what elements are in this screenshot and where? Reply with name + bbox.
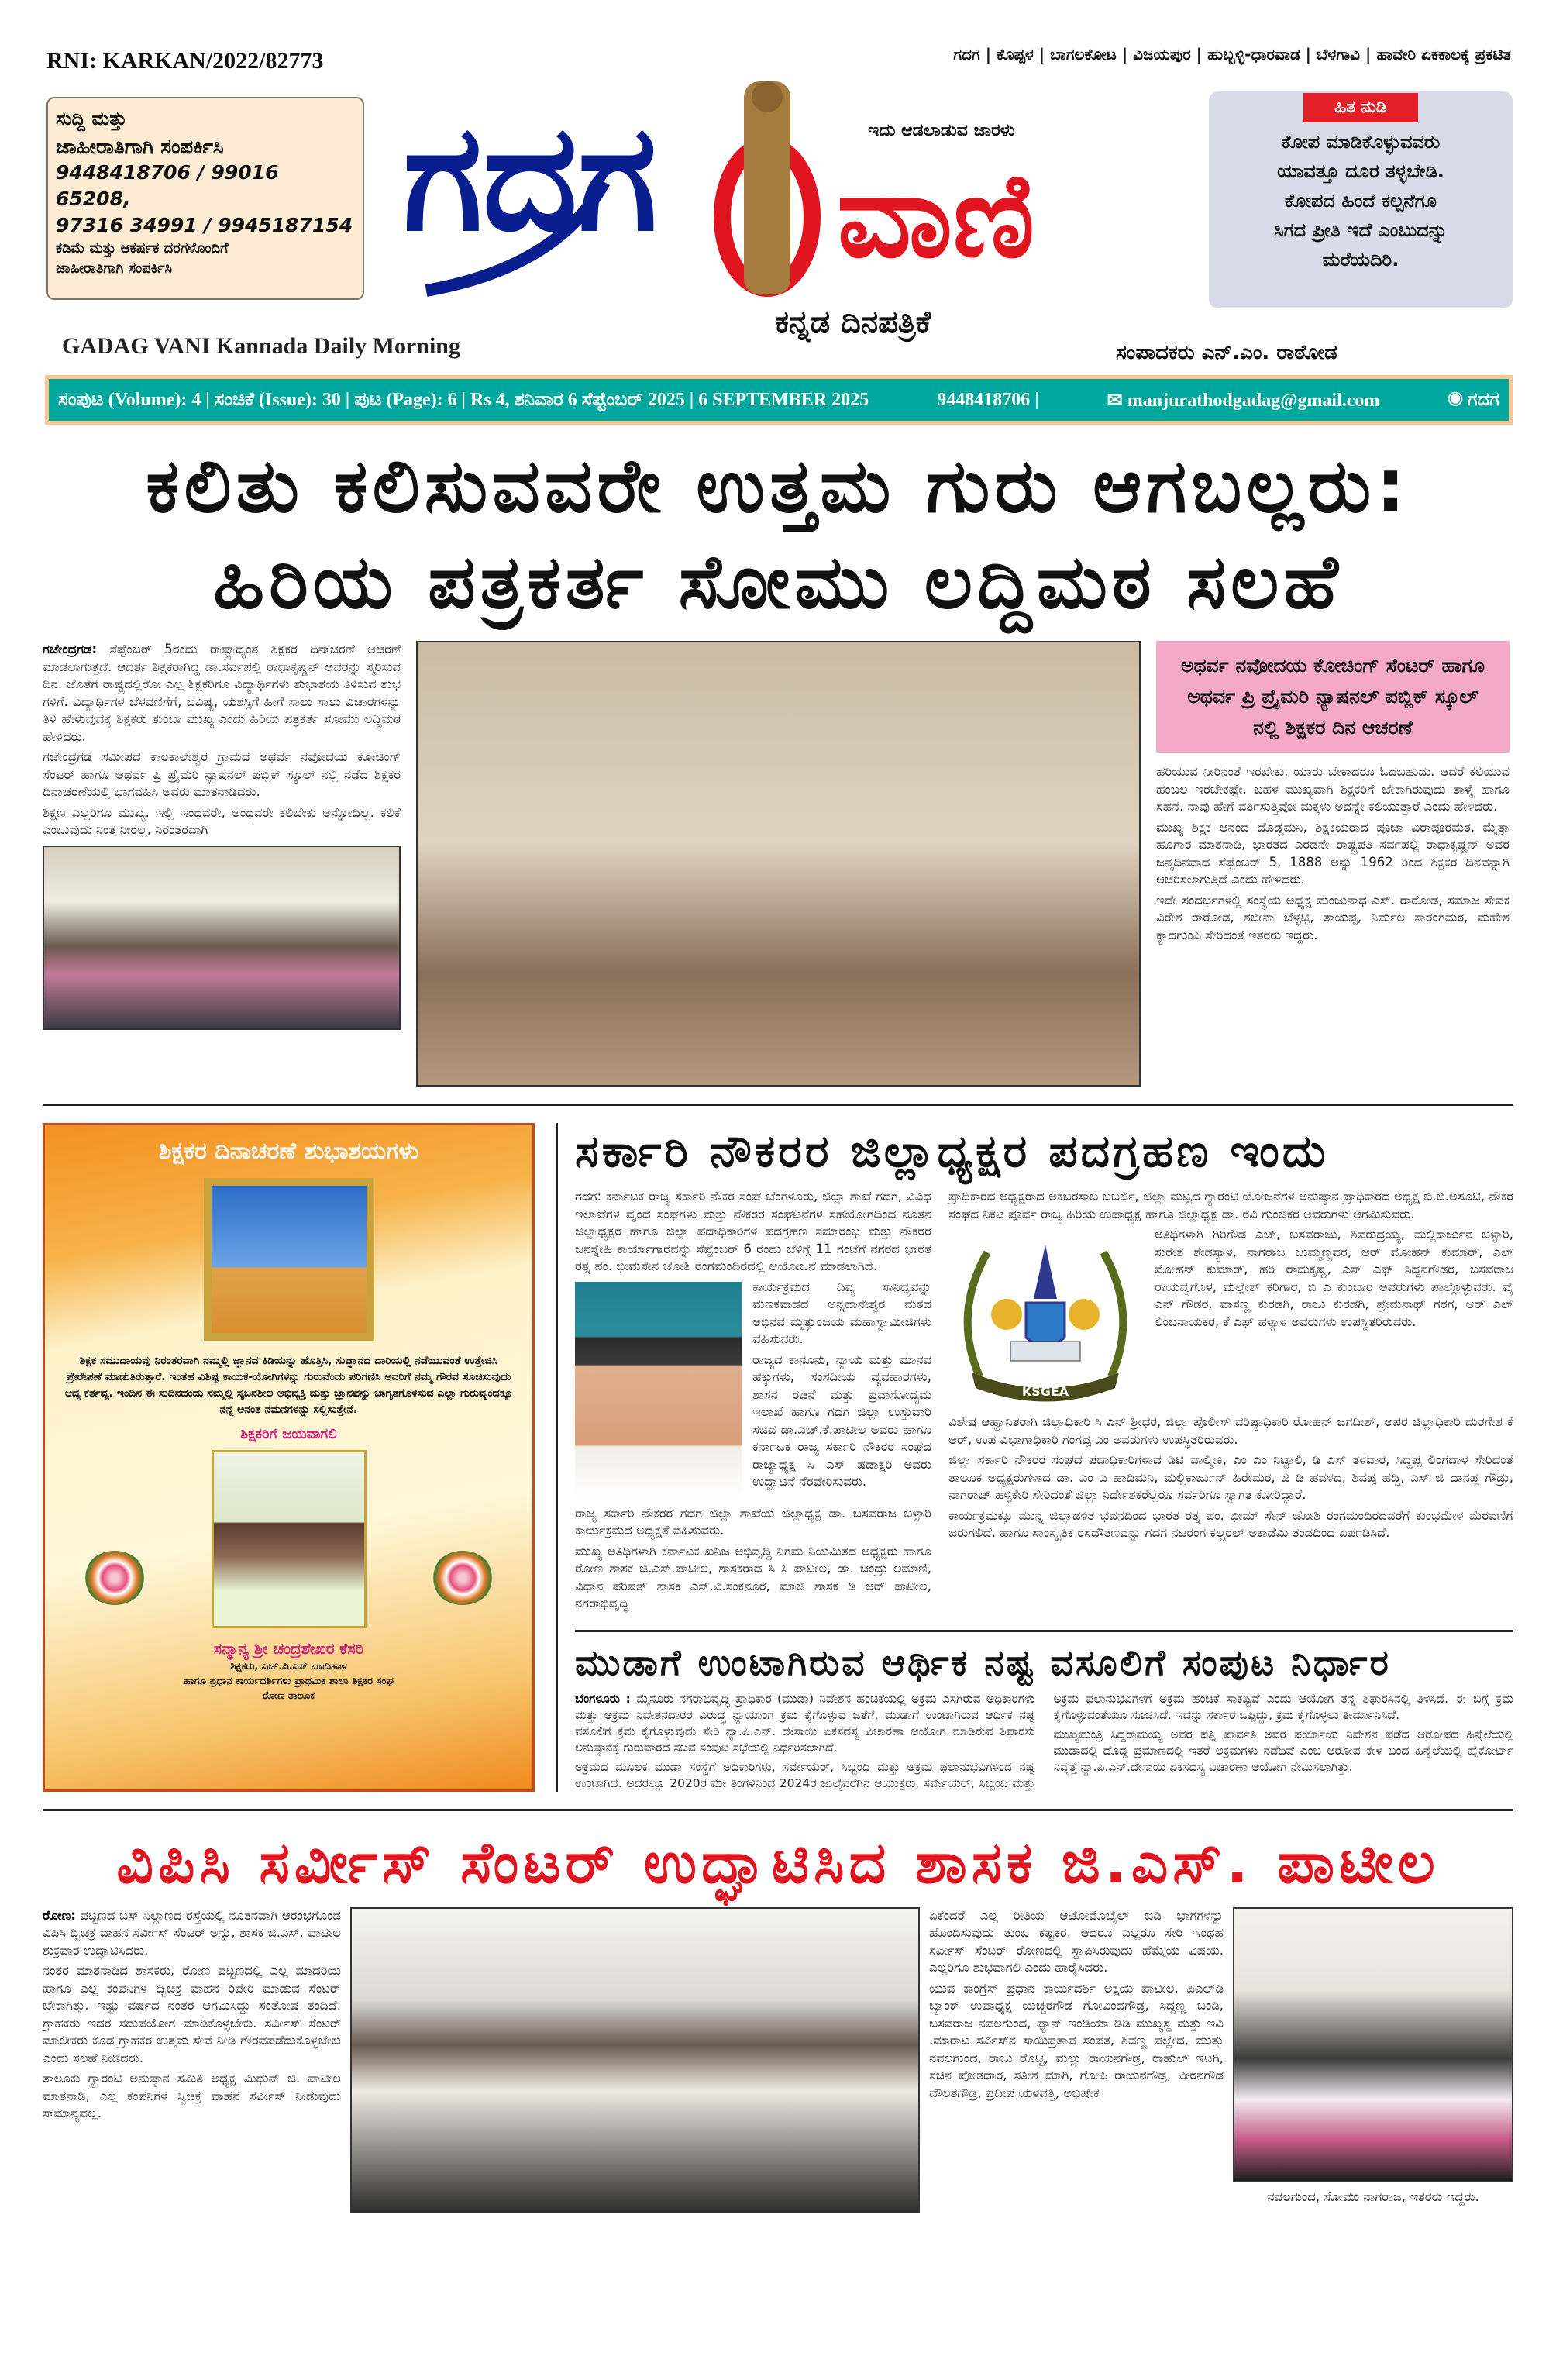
location: ಗದಗ — [1467, 389, 1499, 410]
paragraph: ರಾಜ್ಯ ಸರ್ಕಾರಿ ನೌಕರರ ಗದಗ ಜಿಲ್ಲಾ ಶಾಖೆಯ ಜಿಲ್ಲಾಧ್ಯಕ್ಷ ಡಾ. ಬಸವರಾಜ ಬಳ್ಳಾರಿ ಕಾರ್ಯಕ್ರಮದ ಅಧ್ಯಕ್ಷತೆ ವಹಿಸುವರು. — [575, 1505, 931, 1538]
designation-line: ರೋಣ ತಾಲೂಕ — [262, 1690, 315, 1702]
ad-person-name: ಸನ್ಮಾನ್ಯ ಶ್ರೀ ಚಂದ್ರಶೇಖರ ಕೆಸರಿ — [213, 1639, 364, 1658]
paragraph: ಕಾರ್ಯಕ್ರಮಕ್ಕೂ ಮುನ್ನ ಜಿಲ್ಲಾಡಳಿತ ಭವನದಿಂದ ಭಾರತ ರತ್ನ ಪಂ. ಭೀಮ್ ಸೇನ್ ಜೋಶಿ ರಂಗಮಂದಿರದವರೆಗೆ ಕುಂಭಮೇಳ ಮೆರವಣಿಗೆ ಜರುಗಲಿದೆ. ಹಾಗೂ ಸಾಂಸ್ಕೃತಿಕ ರಸದೌತಣವನ್ನು ಗದಗ ನಟರಂಗ ಕಲ್ಚರಲ್ ಅಕಾಡೆಮಿ ತಂಡದಿಂದ ಏರ್ಪಡಿಸಿದೆ. — [948, 1507, 1513, 1540]
logo-word-gadag: ಗದಗ — [403, 92, 658, 263]
sidebar-headline: ಅಥರ್ವ ನವೋದಯ ಕೋಚಿಂಗ್ ಸೆಂಟರ್ ಹಾಗೂ ಅಥರ್ವ ಪ್ರಿ ಪ್ರೈಮರಿ ನ್ಯಾಷನಲ್ ಪಬ್ಲಿಕ್ ಸ್ಕೂಲ್ ನಲ್ಲಿ ಶಿಕ್ಷಕರ ದಿನ ಆಚರಣೆ — [1181, 654, 1485, 739]
rni-number: RNI: KARKAN/2022/82773 — [46, 48, 324, 74]
paragraph: ವಿಶೇಷ ಆಹ್ವಾನಿತರಾಗಿ ಜಿಲ್ಲಾಧಿಕಾರಿ ಸಿ ಎನ್ ಶ್ರೀಧರ, ಜಿಲ್ಲಾ ಪೊಲೀಸ್ ವರಿಷ್ಠಾಧಿಕಾರಿ ರೋಹನ್ ಜಗದೀಶ್, ಅಪರ ಜಿಲ್ಲಾಧಿಕಾರಿ ದುರಗೇಶ ಕೆ ಆರ್, ಉಪ ವಿಭಾಗಾಧಿಕಾರಿ ಗಂಗಪ್ಪ ಎಂ ಅವರುಗಳು ಉಪಸ್ಥಿತರಿರುವರು. — [948, 1414, 1513, 1447]
classroom-photo — [43, 846, 401, 1030]
teachers-day-ad — [43, 1123, 535, 1792]
logo-graphic — [403, 74, 1186, 298]
paragraph: ಸೆಪ್ಟೆಂಬರ್ 5ರಂದು ರಾಷ್ಟ್ರಾದ್ಯಂತ ಶಿಕ್ಷಕರ ದಿನಾಚರಣೆ ಆಚರಣೆ ಮಾಡಲಾಗುತ್ತದೆ. ಆದರ್ಶ ಶಿಕ್ಷಕರಾಗಿದ್ದ ಡಾ.ಸರ್ವಪಲ್ಲಿ ರಾಧಾಕೃಷ್ಣನ್ ಅವರನ್ನು ಸ್ಮರಿಸುವ ದಿನ. ಜೊತೆಗೆ ರಾಷ್ಟ್ರದಲ್ಲಿರೋ ಎಲ್ಲ ಶಿಕ್ಷಕರಿಗೂ ವಿದ್ಯಾರ್ಥಿಗಳು ಶುಭಾಶಯ ತಿಳಿಸುವ ಶುಭ ಗಳಿಗೆ. ವಿದ್ಯಾರ್ಥಿಗಳ ಬೆಳವಣಿಗೆಗೆ, ಭವಿಷ್ಯ, ಯಶಸ್ಸಿಗೆ ಹೀಗೆ ಸಾಲು ಸಾಲು ವಿಚಾರಗಳನ್ನು ತಿಳಿ ಹೇಳುವುದಕ್ಕೆ ಶಿಕ್ಷಕರು ತುಂಬಾ ಮುಖ್ಯ ಎಂದು ಹಿರಿಯ ಪತ್ರಕರ್ತ ಸೋಮು ಲದ್ದಿಮಠ ಹೇಳಿದರು. — [43, 642, 401, 744]
ksgea-logo — [948, 1229, 1142, 1407]
ad-phones: 97316 34991 / 9945187154 — [56, 214, 353, 236]
hita-line: ಯಾವತ್ತೂ ದೂರ ತಳ್ಳಬೇಡಿ. — [1277, 160, 1444, 182]
paragraph: ಕಾರ್ಯಕ್ರಮದ ದಿವ್ಯ ಸಾನಿಧ್ಯವನ್ನು ಮಣಕವಾಡದ ಅನ್ನದಾನೇಶ್ವರ ಮಠದ ಅಭಿನವ ಮೃತ್ಯುಂಜಯ ಮಹಾಸ್ವಾಮೀಜಿಗಳು ವಹಿಸುವರು. — [752, 1279, 931, 1346]
paragraph: ಏಕೆಂದರೆ ಎಲ್ಲ ರೀತಿಯ ಆಟೋಮೊಬೈಲ್ ಬಿಡಿ ಭಾಗಗಳನ್ನು ಹೊಂದಿಸುವುದು ತುಂಬ ಕಷ್ಟಕರ. ಆದರೂ ಎಲ್ಲರೂ ಸೇರಿ ಇಂಥಹ ಸರ್ವೀಸ್ ಸೆಂಟರ್ ರೋಣದಲ್ಲಿ ಸ್ಥಾಪಿಸಿರುವುದು ಹೆಮ್ಮೆಯ ವಿಷಯ. ಎಲ್ಲರಿಗೂ ಶುಭವಾಗಲಿ ಎಂದು ಹಾರೈಸಿದರು. — [929, 1907, 1224, 1975]
ksgea-col1 — [575, 1188, 931, 1616]
designation-line: ಹಾಗೂ ಪ್ರಧಾನ ಕಾರ್ಯದರ್ಶಿಗಳು ಪ್ರಾಥಮಿಕ ಶಾಲಾ ಶಿಕ್ಷಕರ ಸಂಘ — [184, 1676, 394, 1687]
paragraph: ಜಿಲ್ಲಾ ಸರ್ಕಾರಿ ನೌಕರರ ಸಂಘದ ಪದಾಧಿಕಾರಿಗಳಾದ ಡಿಟಿ ವಾಲ್ಮೀಕಿ, ಎಂ ಎಂ ನಿಟ್ಟಾಲಿ, ಡಿ ಎಸ್ ತಳವಾರ, ಸಿದ್ದಪ್ಪ ಲಿಂಗದಾಳ ಸೇರಿದಂತೆ ತಾಲೂಕ ಅಧ್ಯಕ್ಷರುಗಳಾದ ಡಾ. ಎಂ ಎ ಹಾದಿಮನಿ, ಮಲ್ಲಿಕಾರ್ಜುನ್ ಹಿರೇಮಠ, ಜಿ ಡಿ ಹವಳದ, ಶಿವಪ್ಪ ಹದ್ದಿ, ಎಸ್ ಜಿ ದಾನಪ್ಪ ಗೌಡ್ರು, ನಾಗರಾಜ್ ಹಳ್ಳಿಕೇರಿ ಸೇರಿದಂತೆ ಜಿಲ್ಲಾ ನಿರ್ದೇಶಕರೆಲ್ಲರೂ ಸರ್ವರಿಗೂ ಸ್ವಾಗತ ಕೋರಿದ್ದಾರೆ. — [948, 1452, 1513, 1502]
ksgea-col2 — [948, 1188, 1513, 1616]
paragraph: ಹರಿಯುವ ನೀರಿನಂತೆ ಇರಬೇಕು. ಯಾರು ಬೇಕಾದರೂ ಓದಬಹುದು. ಆದರೆ ಕಲಿಯುವ ಹಂಬಲ ಇರಬೇಕಷ್ಟೇ. ಬಹಳ ಮುಖ್ಯವಾಗಿ ಶಿಕ್ಷಕರಿಗೆ ಬೇಕಾಗಿರುವುದು ತಾಳ್ಮೆ ಹಾಗೂ ಸಹನೆ. ನಾವು ಹೇಗೆ ವರ್ತಿಸುತ್ತಿವೋ ಮಕ್ಕಳು ಅದನ್ನೇ ಕಲಿಯುತ್ತಾರೆ ಎಂದು ಹೇಳಿದರು. — [1156, 764, 1510, 814]
ad-title: ಶಿಕ್ಷಕರ ದಿನಾಚರಣೆ ಶುಭಾಶಯಗಳು — [158, 1138, 419, 1165]
radhakrishnan-portrait — [204, 1178, 374, 1341]
paragraph: ಮೈಸೂರು ನಗರಾಭಿವೃದ್ಧಿ ಪ್ರಾಧಿಕಾರ (ಮುಡಾ) ನಿವೇಶನ ಹಂಚಿಕೆಯಲ್ಲಿ ಅಕ್ರಮ ಎಸಗಿರುವ ಅಧಿಕಾರಿಗಳು ಮತ್ತು ಅಕ್ರಮ ನಿವೇಶನದಾರರ ವಿರುದ್ಧ ನ್ಯಾಯಾಂಗ ಕ್ರಮ ಕೈಗೊಳ್ಳುವ ಜತೆಗೆ, ಮುಡಾಗೆ ಉಂಟಾಗಿರುವ ಆರ್ಥಿಕ ನಷ್ಟ ವಸೂಲಿಗೆ ಕ್ರಮ ಕೈಗೊಳ್ಳುವುದು ಸೇರಿ ನ್ಯಾ.ಪಿ.ಎನ್. ದೇಸಾಯಿ ಏಕಸದಸ್ಯ ವಿಚಾರಣಾ ಆಯೋಗ ಮಾಡಿರುವ ಶಿಫಾರಸು ಅನುಷ್ಠಾನಕ್ಕೆ ಗುರುವಾರದ ಸಚಿವ ಸಂಪುಟ ಸಭೆಯಲ್ಲಿ ನಿರ್ಧರಿಸಲಾಗಿದೆ. — [575, 1691, 1035, 1755]
paragraph: ಗಜೇಂದ್ರಗಡ ಸಮೀಪದ ಕಾಲಕಾಲೇಶ್ವರ ಗ್ರಾಮದ ಅಥರ್ವ ನವೋದಯ ಕೋಚಿಂಗ್ ಸೆಂಟರ್ ಹಾಗೂ ಅಥರ್ವ ಪ್ರಿ ಪ್ರೈಮರಿ ನ್ಯಾಷನಲ್ ಪಬ್ಲಿಕ್ ಸ್ಕೂಲ್ ನಲ್ಲಿ ನಡೆದ ಶಿಕ್ಷಕರ ದಿನಾಚರಣೆಯಲ್ಲಿ ಭಾಗವಹಿಸಿ ಅವರು ಮಾತನಾಡಿದರು. — [43, 749, 401, 799]
divider — [43, 1104, 1513, 1106]
muda-headline: ಮುಡಾಗೆ ಉಂಟಾಗಿರುವ ಆರ್ಥಿಕ ನಷ್ಟ ವಸೂಲಿಗೆ ಸಂಪುಟ ನಿರ್ಧಾರ — [575, 1641, 1391, 1683]
paragraph: ಗದಗ: ಕರ್ನಾಟಕ ರಾಜ್ಯ ಸರ್ಕಾರಿ ನೌಕರ ಸಂಘ ಬೆಂಗಳೂರು, ಜಿಲ್ಲಾ ಶಾಖೆ ಗದಗ, ವಿವಿಧ ಇಲಾಖೆಗಳ ವೃಂದ ಸಂಘಗಳು ಮತ್ತು ನೌಕರರ ಸಂಘಟನೆಗಳ ಸಹಯೋಗದಿಂದ ನೂತನ ಜಿಲ್ಲಾಧ್ಯಕ್ಷರ ಹಾಗೂ ಜಿಲ್ಲಾ ಪದಾಧಿಕಾರಿಗಳ ಪದಗ್ರಹಣ ಸಮಾರಂಭ ಮತ್ತು ನೌಕರರ ಜನಸ್ನೇಹಿ ಕಾರ್ಯಾಗಾರವನ್ನು ಸೆಪ್ಟೆಂಬರ್ 6 ರಂದು ಬೆಳಿಗ್ಗೆ 11 ಗಂಟೆಗೆ ನಗರದ ಭಾರತ ರತ್ನ ಪಂ. ಭೀಮಸೇನ ಜೋಶಿ ರಂಗಮಂದಿರದಲ್ಲಿ ಆಯೋಜನೆ ಮಾಡಲಾಗಿದೆ. — [575, 1189, 931, 1273]
photo-caption: ನವಲಗುಂದ, ಸೋಮು ನಾಗರಾಜ, ಇತರರು ಇದ್ದರು. — [1267, 2189, 1479, 2204]
issue-info: ಸಂಪುಟ (Volume): 4 | ಸಂಚಿಕೆ (Issue): 30 | ಪುಟ (Page): 6 | Rs 4, ಶನಿವಾರ 6 ಸೆಪ್ಟೆಂಬರ್ 2025 | 6 SEPTEMBER 2025 — [58, 389, 869, 410]
ad-slogan: ಶಿಕ್ಷಕರಿಗೆ ಜಯವಾಗಲಿ — [240, 1426, 337, 1442]
ad-line: ಸುದ್ದಿ ಮತ್ತು — [56, 108, 127, 129]
mail-icon: ✉ — [1107, 390, 1127, 411]
column-divider — [556, 1123, 1513, 1792]
hita-line: ಮರೆಯದಿರಿ. — [1322, 249, 1399, 270]
designation-line: ಶಿಕ್ಷಕರು, ಎಚ್.ಪಿ.ಎಸ್ ಬೂದಿಹಾಳ — [230, 1661, 347, 1672]
ad-phones: 9448418706 / 99016 65208, — [56, 161, 279, 210]
ksgea-headline: ಸರ್ಕಾರಿ ನೌಕರರ ಜಿಲ್ಲಾಧ್ಯಕ್ಷರ ಪದಗ್ರಹಣ ಇಂದು — [575, 1125, 1329, 1177]
paragraph: ಶಿಕ್ಷಣ ಎಲ್ಲರಿಗೂ ಮುಖ್ಯ. ಇಲ್ಲಿ ಇಂಥವರೇ, ಅಂಥವರೇ ಕಲಿಬೇಕು ಅನ್ನೋದಿಲ್ಲ. ಕಲಿಕೆ ಎಂಬುವುದು ನಿಂತ ನೀರಲ್ಲ, ನಿರಂತರವಾಗಿ — [43, 804, 401, 837]
email-link[interactable]: manjurathodgadag@gmail.com — [1127, 390, 1380, 411]
ad-designation — [60, 1659, 517, 1703]
paragraph: ರಾಜ್ಯದ ಕಾನೂನು, ನ್ಯಾಯ ಮತ್ತು ಮಾನವ ಹಕ್ಕುಗಳು, ಸಂಸದೀಯ ವ್ಯವಹಾರಗಳು, ಶಾಸನ ರಚನೆ ಮತ್ತು ಪ್ರವಾಸೋದ್ಯಮ ಇಲಾಖೆ ಹಾಗೂ ಗದಗ ಜಿಲ್ಲಾ ಉಸ್ತುವಾರಿ ಸಚಿವ ಡಾ.ಎಚ್.ಕೆ.ಪಾಟೀಲ ಅವರು ಹಾಗೂ ಕರ್ನಾಟಕ ರಾಜ್ಯ ಸರ್ಕಾರಿ ನೌಕರರ ಸಂಘದ ರಾಜ್ಯಾಧ್ಯಕ್ಷ ಸಿ ಎಸ್ ಷಡಾಕ್ಷರಿ ಅವರು ಉದ್ಘಾಟನೆ ನೆರವೇರಿಸುವರು. — [752, 1352, 931, 1489]
logo-word-vani: ವಾಣಿ — [837, 149, 1035, 284]
paragraph: ಮುಖ್ಯ ಅತಿಥಿಗಳಾಗಿ ಕರ್ನಾಟಕ ಖನಿಜ ಅಭಿವೃದ್ಧಿ ನಿಗಮ ನಿಯಮಿತದ ಅಧ್ಯಕ್ಷರು ಹಾಗೂ ರೋಣ ಶಾಸಕ ಜಿ.ಎಸ್.ಪಾಟೀಲ, ಶಾಸಕರಾದ ಸಿ ಸಿ ಪಾಟೀಲ, ಡಾ. ಚಂದ್ರು ಲಮಾಣಿ, ವಿಧಾನ ಪರಿಷತ್ ಶಾಸಕ ಎಸ್.ವಿ.ಸಂಕನೂರ, ಮಾಜಿ ಶಾಸಕ ಡಿ ಆರ್ ಪಾಟೀಲ, ನಗರಾಭಿವೃದ್ಧಿ — [575, 1543, 931, 1610]
english-name: GADAG VANI Kannada Daily Morning — [62, 333, 460, 359]
ksgea-logo-text: KSGEA — [1021, 1384, 1069, 1399]
info-bar — [45, 375, 1513, 425]
ad-line: ಕಡಿಮೆ ಮತ್ತು ಆಕರ್ಷಕ ದರಗಳೊಂದಿಗೆ — [56, 240, 229, 257]
hita-nudi-label: ಹಿತ ನುಡಿ — [1303, 93, 1418, 122]
vpc-col4 — [1233, 1907, 1513, 2206]
hita-line: ಕೋಪದ ಹಿಂದೆ ಕಲ್ಪನೆಗೂ — [1285, 190, 1437, 212]
vpc-col1 — [43, 1907, 341, 2126]
flower-bouquet-icon — [84, 1551, 146, 1605]
location-icon: ◉ — [1448, 389, 1468, 410]
ad-message: ಶಿಕ್ಷಕ ಸಮುದಾಯವು ನಿರಂತರವಾಗಿ ನಮ್ಮಲ್ಲಿ ಜ್ಞಾನದ ಕಿಡಿಯನ್ನು ಹೊತ್ತಿಸಿ, ಸುಜ್ಞಾನದ ದಾರಿಯಲ್ಲಿ ನಡೆಯುವಂತೆ ಉತ್ತೇಜಿಸಿ ಪ್ರೇರೇಪಣೆ ಮಾಡುತಿರುತ್ತಾರೆ. ಇಂತಹ ವಿಶಿಷ್ಟ ಕಾಯಕ-ಯೋಗಿಗಳನ್ನು ಗುರುವೆಂದು ಪರಿಗಣಿಸಿ ಅವರಿಗೆ ನಮ್ಮ ಗೌರವ ಸೂಚಿಸುವುದು ಆದ್ಯ ಕರ್ತವ್ಯ. ಇಂದಿನ ಈ ಸುದಿನದಂದು ನಮ್ಮಲ್ಲಿ ಸೃಜನಶೀಲ ಅಭಿವ್ಯಕ್ತಿ ಮತ್ತು ಜ್ಞಾನವನ್ನು ಜಾಗೃತಗೊಳಿಸುವ ಎಲ್ಲಾ ಗುರುವೃಂದಕ್ಕೂ ನನ್ನ ಅನಂತ ನಮನಗಳನ್ನು ಸಲ್ಲಿಸುತ್ತೇನೆ. — [64, 1355, 513, 1416]
vpc-story — [43, 1907, 1513, 2213]
lead-headline — [43, 438, 1513, 630]
official-portrait — [575, 1282, 742, 1499]
kannada-daily-label: ಕನ್ನಡ ದಿನಪತ್ರಿಕೆ — [775, 305, 931, 340]
lead-headline-line2: ಹಿರಿಯ ಪತ್ರಕರ್ತ ಸೋಮು ಲದ್ದಿಮಠ ಸಲಹೆ — [213, 539, 1343, 625]
edition-regions: ಗದಗ | ಕೊಪ್ಪಳ | ಬಾಗಲಕೋಟ | ವಿಜಯಪುರ | ಹುಬ್ಬಳ್ಳಿ-ಧಾರವಾಡ | ಬೆಳಗಾವಿ | ಹಾವೇರಿ ಏಕಕಾಲಕ್ಕೆ ಪ್ರಕಟಿತ — [953, 45, 1511, 64]
felicitation-photo — [1233, 1907, 1513, 2182]
dateline: ಗಜೇಂದ್ರಗಡ: — [43, 642, 98, 656]
dateline: ರೋಣ: — [43, 1907, 76, 1923]
vpc-headline: ವಿಪಿಸಿ ಸರ್ವೀಸ್ ಸೆಂಟರ್ ಉದ್ಘಾಟಿಸಿದ ಶಾಸಕ ಜಿ.ಎಸ್. ಪಾಟೀಲ — [116, 1829, 1440, 1896]
hita-line: ಸಿಗದ ಪ್ರೀತಿ ಇದೆ ಎಂಬುದನ್ನು — [1273, 219, 1448, 241]
ad-line: ಜಾಹೀರಾತಿಗಾಗಿ ಸಂಪರ್ಕಿಸಿ — [56, 260, 172, 277]
inauguration-photo — [350, 1907, 920, 2213]
hita-nudi-box — [1209, 91, 1513, 308]
teacher-portrait — [212, 1450, 367, 1628]
flower-bouquet-icon — [432, 1551, 494, 1605]
dateline: ಬೆಂಗಳೂರು : — [575, 1691, 631, 1706]
paragraph: ಅಕ್ರಮದ ಮೂಲಕ ಮುಡಾ ಸಂಸ್ಥೆಗೆ ಅಧಿಕಾರಿಗಳು, ಸರ್ವೇಯರ್, ಸಿಬ್ಬಂದಿ ಮತ್ತು ಅಕ್ರಮ ಫಲಾನುಭವಿಗಳಿಂದ ನಷ್ಟ ಉಂಟಾಗಿದೆ. ಅದರಲ್ಲೂ 2020ರ ಮೇ ತಿಂಗಳಿನಿಂದ 2024ರ ಜುಲೈವರೆಗಿನ ಆಯುಕ್ತರು, ಸರ್ವೇಯರ್, ಸಿಬ್ಬಂದಿ ಮತ್ತು ಅಕ್ರಮ ಫಲಾನುಭವಿಗಳಿಗೆ ಅಕ್ರಮ ಹಂಚಿಕೆ ಸಾಕಷ್ಟಿವೆ ಎಂದು ಆಯೋಗ ತನ್ನ ಶಿಫಾರಸಿನಲ್ಲಿ ತಿಳಿಸಿದೆ. ಈ ಬಗ್ಗೆ ಕ್ರಮ ಕೈಗೊಳ್ಳುವಂತೆಯೂ ಸೂಚಿಸಿದೆ. ಇದನ್ನು ಸರ್ಕಾರ ಒಪ್ಪಿದ್ದು, ಕ್ರಮ ಕೈಗೊಳ್ಳಲು ತೀರ್ಮಾನಿಸಿದೆ. — [575, 1691, 1513, 1790]
teachers-group-photo — [416, 641, 1141, 1087]
statue-image — [744, 81, 790, 294]
ad-line: ಜಾಹೀರಾತಿಗಾಗಿ ಸಂಪರ್ಕಿಸಿ — [56, 136, 224, 159]
lead-story-col1 — [43, 641, 401, 1030]
lead-headline-line1: ಕಲಿತು ಕಲಿಸುವವರೇ ಉತ್ತಮ ಗುರು ಆಗಬಲ್ಲರು: — [146, 443, 1410, 529]
editor-name: ಸಂಪಾದಕರು ಎನ್.ಎಂ. ರಾಠೋಡ — [1116, 341, 1337, 364]
hita-line: ಕೋಪ ಮಾಡಿಕೊಳ್ಳುವವರು — [1281, 131, 1441, 153]
ksgea-story — [575, 1188, 1513, 1616]
paragraph: ತಾಲೂಕು ಗ್ಯಾರಂಟಿ ಅನುಷ್ಠಾನ ಸಮಿತಿ ಅಧ್ಯಕ್ಷ ಮಿಥುನ್ ಜಿ. ಪಾಟೀಲ ಮಾತನಾಡಿ, ಎಲ್ಲ ಕಂಪನಿಗಳ ಸ್ವಿಚಕ್ರ ವಾಹನ ಸರ್ವೀಸ್ ನೀಡುವುದು ಸಾಮಾನ್ಯವಲ್ಲ. — [43, 2071, 341, 2120]
lead-story-col3 — [1156, 641, 1510, 947]
paragraph: ಇದೇ ಸಂದರ್ಭಗಳಲ್ಲಿ ಸಂಸ್ಥೆಯ ಅಧ್ಯಕ್ಷ ಮಂಜುನಾಥ ಎಸ್. ರಾಠೋಡ, ಸಮಾಜ ಸೇವಕ ವಿರೇಶ ರಾಠೋಡ, ಶಬೀನಾ ಬೆಳ್ಳಟ್ಟಿ, ತಾಯಪ್ಪ, ನಿರ್ಮಲ ಸಾರಂಗಮಠ, ಮಹೇಶ ಕ್ಯಾದಗುಂಪಿ ಸೇರಿದಂತೆ ಇತರರು ಇದ್ದರು. — [1156, 892, 1510, 942]
phone: 9448418706 | — [937, 389, 1039, 410]
divider — [575, 1630, 1513, 1632]
vpc-col2 — [929, 1907, 1224, 2106]
paragraph: ಪಟ್ಟಣದ ಬಸ್ ನಿಲ್ದಾಣದ ರಸ್ತೆಯಲ್ಲಿ ನೂತನವಾಗಿ ಆರಂಭಗೊಂಡ ವಿಪಿಸಿ ದ್ವಿಚಕ್ರ ವಾಹನ ಸರ್ವೀಸ್ ಸೆಂಟರ್ ಅನ್ನು, ಶಾಸಕ ಜಿ.ಎಸ್. ಪಾಟೀಲ ಶುಕ್ರವಾರ ಉದ್ಘಾಟಿಸಿದರು. — [43, 1907, 342, 1958]
sidebar-headline-box — [1156, 641, 1510, 753]
contact-ad-box — [46, 97, 364, 300]
page-body — [43, 438, 1513, 2213]
paragraph: ಪ್ರಾಧಿಕಾರದ ಅಧ್ಯಕ್ಷರಾದ ಅಕಬರಸಾಬ ಬಬರ್ಜಿ, ಜಿಲ್ಲಾ ಮಟ್ಟದ ಗ್ಯಾರಂಟಿ ಯೋಜನೆಗಳ ಅನುಷ್ಠಾನ ಪ್ರಾಧಿಕಾರದ ಅಧ್ಯಕ್ಷ ಬಿ.ಬಿ.ಅಸೂಟಿ, ನೌಕರ ಸಂಘದ ನಿಕಟ ಪೂರ್ವ ರಾಜ್ಯ ಹಿರಿಯ ಉಪಾಧ್ಯಕ್ಷ ಹಾಗೂ ಜಿಲ್ಲಾಧ್ಯಕ್ಷ ಡಾ. ರವಿ ಗುಂಜಿಕರ ಅವರುಗಳು ಆಗಮಿಸುವರು. — [948, 1189, 1513, 1221]
logo-tagline: ಇದು ಆಡಲಾಡುವ ಜಾರಳು — [868, 121, 1015, 140]
paragraph: ಯುವ ಕಾಂಗ್ರೆಸ್ ಪ್ರಧಾನ ಕಾರ್ಯದರ್ಶಿ ಅಕ್ಷಯ ಪಾಟೀಲ, ಪಿಎಲ್‌ಡಿ ಬ್ಯಾಂಕ್ ಉಪಾಧ್ಯಕ್ಷ ಯಚ್ಚರಗೌಡ ಗೋವಿಂದಗೌಡ್ರ, ಸಿದ್ದಣ್ಣ ಬಂಡಿ, ಬಸವರಾಜ ನವಲಗುಂದ, ಫ್ಯಾನ್ ಇಂಡಿಯಾ ಡಿಡಿ ಮುಖ್ಯಸ್ಥ ಮತ್ತು ಇವಿ .ಮಾರಾಟ ಸರ್ವಿಸ್‌ನ ಸಾಯಿಪ್ರತಾಪ ಸಂಪತ, ಶಿವಣ್ಣ ಪಲ್ಲೇದ, ಮುತ್ತು ನವಲಗುಂದ, ರಾಜು ರೊಟ್ಟಿ, ಮಲ್ಲು ರಾಯನಗೌಡ್ರ, ರಾಹುಲ್ ಇಟಗಿ, ಸಚಿನ ಪೋತದಾರ, ಸತೀಶ ಮಾಗಿ, ಗೋಪಿ ರಾಯನಗೌಡ್ರ, ವೀರನಗೌಡ ದೌಲತಗೌಡ್ರ, ಪ್ರದೀಪ ಯಳವತ್ತಿ, ಅಭಿಷೇಕ — [929, 1980, 1224, 2100]
paragraph: ನಂತರ ಮಾತನಾಡಿದ ಶಾಸಕರು, ರೋಣ ಪಟ್ಟಣದಲ್ಲಿ ಎಲ್ಲ ಮಾದರಿಯ ಹಾಗೂ ಎಲ್ಲ ಕಂಪನಿಗಳ ದ್ವಿಚಕ್ರ ವಾಹನ ರಿಪೇರಿ ಮಾಡುವ ಸೆಂಟರ್ ಬೇಕಾಗಿತ್ತು. ಇಷ್ಟು ವರ್ಷದ ನಂತರ ಆಗಮಿಸಿದ್ದು ಸಂತೋಷ ತಂದಿದೆ. ಗ್ರಾಹಕರು ಇದರ ಸದುಪಯೋಗ ಮಾಡಿಕೊಳ್ಳಬೇಕು. ಸರ್ವೀಸ್ ಸೆಂಟರ್ ಮಾಲೀಕರು ಕೂಡ ಗ್ರಾಹಕರ ಉತ್ತಮ ಸೇವೆ ನೀಡಿ ಗೌರವಪಡೆದುಕೊಳ್ಳಬೇಕು ಎಂದು ಸಲಹೆ ನೀಡಿದರು. — [43, 1963, 341, 2065]
middle-section — [43, 1123, 1513, 1792]
paragraph: ಮುಖ್ಯ ಶಿಕ್ಷಕ ಆನಂದ ದೊಡ್ಡಮನಿ, ಶಿಕ್ಷಕಿಯರಾದ ಪೂಜಾ ವಿರಾಪೂರಮಠ, ಮೈತ್ರಾ ಹೂಗಾರ ಮಾತನಾಡಿ, ಭಾರತದ ಎರಡನೇ ರಾಷ್ಟ್ರಪತಿ ಸರ್ವಪಲ್ಲಿ ರಾಧಾಕೃಷ್ಣನ್ ಅವರ ಜನ್ಮದಿನವಾದ ಸೆಪ್ಟೆಂಬರ್ 5, 1888 ಅನ್ನು 1962 ರಿಂದ ಶಿಕ್ಷಕರ ದಿನವನ್ನಾಗಿ ಆಚರಿಸಲಾಗುತ್ತಿದೆ ಎಂದು ಹೇಳಿದರು. — [1156, 819, 1510, 887]
divider — [43, 1809, 1513, 1811]
gadag-vani-logo — [403, 74, 1186, 298]
lead-story — [43, 641, 1513, 1087]
muda-story-body — [575, 1691, 1513, 1792]
paragraph: ಅತಿಥಿಗಳಾಗಿ ಗಿರಿಗೌಡ ಎಚ್, ಬಸವರಾಜು, ಶಿವರುದ್ರಯ್ಯ, ಮಲ್ಲಿಕಾರ್ಜುನ ಬಳ್ಳಾರಿ, ಸುರೇಶ ಶೇಡಸ್ಯಾಳ, ನಾಗರಾಜ ಜುಮ್ಮಣ್ಣವರ, ಆರ್ ಮೋಹನ್ ಕುಮಾರ್, ಎಲ್ ಮೋಹನ್ ಕುಮಾರ್, ಹರಿ ರಾಮಕೃಷ್ಣ, ಎಸ್ ಎಫ್ ಸಿದ್ದನಗೌಡರ, ಬಸವರಾಜ ರಾಯವ್ವಗೊಳ, ಮಲ್ಲೇಶ್ ಕರಿಗಾರ, ಬಿ ಎ ಕುಂಬಾರ ಅವರುಗಳು ಪಾಲ್ಗೊಳ್ಳುವರು. ವೈ ಎನ್ ಗೌಡರ, ವಾಸಣ್ಣ ಕುರಡಗಿ, ರಾಜು ಕುರಡಗಿ, ಪ್ರೇಮನಾಥ್ ಗರಗ, ಆರ್ ಎಲ್ ಲಿಂಬನಾಯಕರ, ಕೆ ಎಫ್ ಹಳ್ಯಾಳ ಅವರುಗಳು ಉಪಸ್ಥಿತರಿರುವರು. — [1155, 1227, 1513, 1329]
paragraph: ಮುಖ್ಯಮಂತ್ರಿ ಸಿದ್ದರಾಮಯ್ಯ ಅವರ ಪತ್ನಿ ಪಾರ್ವತಿ ಅವರ ಪರ್ಯಾಯ ನಿವೇಶನ ಪಡೆದ ಆರೋಪದ ಹಿನ್ನೆಲೆಯಲ್ಲಿ ಮುಡಾದಲ್ಲಿ ದೊಡ್ಡ ಪ್ರಮಾಣದಲ್ಲಿ ಇತರೆ ಅಕ್ರಮಗಳು ನಡೆದಿವೆ ಎಂಬ ಆರೋಪ ಕೇಳಿ ಬಂದ ಹಿನ್ನೆಲೆಯಲ್ಲಿ ಹೈಕೋರ್ಟ್ ನಿವೃತ್ತ ನ್ಯಾ.ಪಿ.ಎನ್.ದೇಸಾಯಿ ಏಕಸದಸ್ಯ ವಿಚಾರಣಾ ಆಯೋಗ ನೇಮಿಸಲಾಗಿತ್ತು. — [1053, 1727, 1513, 1774]
